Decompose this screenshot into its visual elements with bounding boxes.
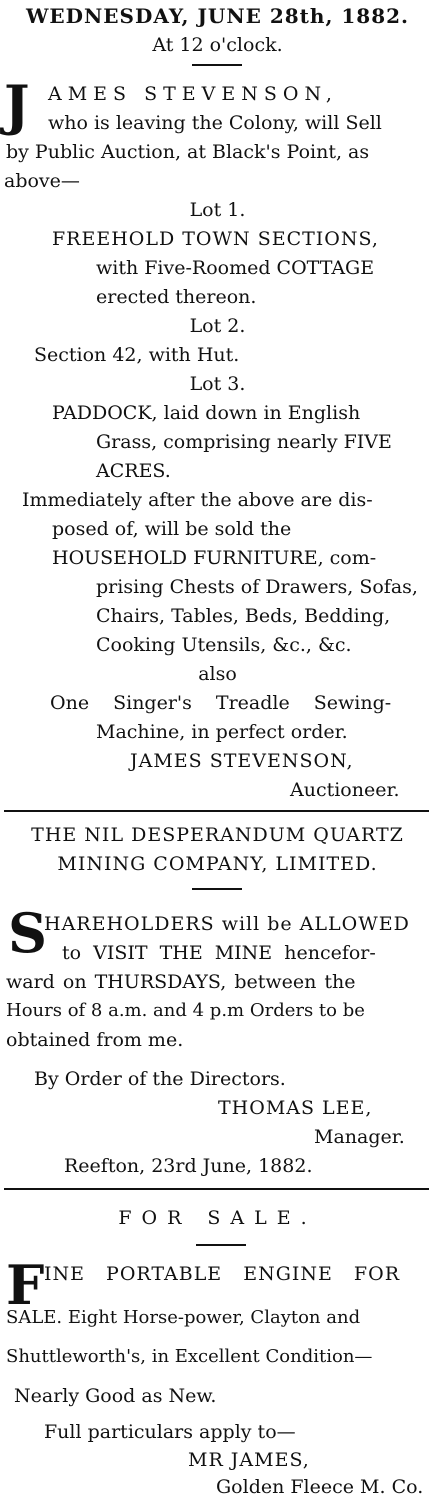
auctioneer-name: JAMES STEVENSON,	[130, 750, 354, 772]
contact-name: MR JAMES,	[188, 1449, 310, 1471]
lot3-line-2: Grass, comprising nearly FIVE	[96, 431, 392, 453]
section-divider-1	[4, 810, 429, 812]
furniture-line-2: prising Chests of Drawers, Sofas,	[96, 576, 418, 598]
notice-line-3: ward on THURSDAYS, between the	[6, 971, 356, 993]
for-sale-heading: FOR SALE.	[118, 1207, 317, 1229]
furniture-line-1: HOUSEHOLD FURNITURE, com-	[52, 547, 377, 569]
furniture-line-3: Chairs, Tables, Beds, Bedding,	[96, 605, 391, 627]
drop-cap-s: S	[8, 901, 47, 965]
notice-line-2: to VISIT THE MINE hencefor-	[62, 942, 376, 964]
furniture-line-4: Cooking Utensils, &c., &c.	[96, 634, 352, 656]
lot3-line-3: ACRES.	[96, 460, 171, 482]
section-divider-2	[4, 1188, 429, 1190]
short-rule	[192, 888, 242, 890]
intro-line-4: above—	[4, 170, 80, 192]
singer-line-1: One Singer's Treadle Sewing-	[50, 692, 392, 714]
auction-date-heading: WEDNESDAY, JUNE 28th, 1882.	[25, 4, 410, 28]
lot1-line-1: FREEHOLD TOWN SECTIONS,	[52, 228, 379, 250]
lot2-line-1: Section 42, with Hut.	[34, 344, 240, 366]
intro-line-2: who is leaving the Colony, will Sell	[48, 112, 382, 134]
manager-title: Manager.	[314, 1126, 405, 1148]
notice-line-1: HAREHOLDERS will be ALLOWED	[44, 913, 410, 935]
lot1-label: Lot 1.	[189, 199, 246, 221]
engine-line-2: SALE. Eight Horse-power, Clayton and	[6, 1307, 361, 1328]
notice-line-5: obtained from me.	[6, 1029, 184, 1051]
lot1-line-2: with Five-Roomed COTTAGE	[96, 257, 375, 279]
auctioneer-title: Auctioneer.	[290, 779, 400, 801]
short-rule	[192, 64, 242, 66]
drop-cap-f: F	[6, 1253, 45, 1317]
auction-time: At 12 o'clock.	[152, 34, 283, 56]
company-title-1: THE NIL DESPERANDUM QUARTZ	[31, 824, 404, 846]
intro-line-1: AMES STEVENSON,	[48, 83, 338, 105]
company-title-2: MINING COMPANY, LIMITED.	[57, 853, 378, 875]
by-order-line: By Order of the Directors.	[34, 1068, 286, 1090]
engine-line-4: Nearly Good as New.	[14, 1385, 217, 1407]
engine-line-3: Shuttleworth's, in Excellent Condition—	[6, 1346, 373, 1367]
lot2-label: Lot 2.	[189, 315, 246, 337]
short-rule	[196, 1244, 246, 1246]
place-date: Reefton, 23rd June, 1882.	[64, 1155, 313, 1177]
lot3-label: Lot 3.	[189, 373, 246, 395]
lot1-line-3: erected thereon.	[96, 286, 257, 308]
drop-cap-j: J	[4, 73, 30, 137]
singer-line-2: Machine, in perfect order.	[96, 721, 348, 743]
intro-line-3: by Public Auction, at Black's Point, as	[6, 141, 370, 163]
lot3-line-1: PADDOCK, laid down in English	[52, 402, 361, 424]
contact-place: Golden Fleece M. Co.	[216, 1476, 424, 1498]
after-line-1: Immediately after the above are dis-	[22, 489, 373, 511]
manager-name: THOMAS LEE,	[218, 1097, 373, 1119]
after-line-2: posed of, will be sold the	[52, 518, 292, 540]
notice-line-4: Hours of 8 a.m. and 4 p.m Orders to be	[6, 1000, 365, 1021]
also-line: also	[198, 663, 237, 685]
contact-line: Full particulars apply to—	[44, 1421, 296, 1443]
engine-line-1: INE PORTABLE ENGINE FOR	[44, 1263, 400, 1285]
